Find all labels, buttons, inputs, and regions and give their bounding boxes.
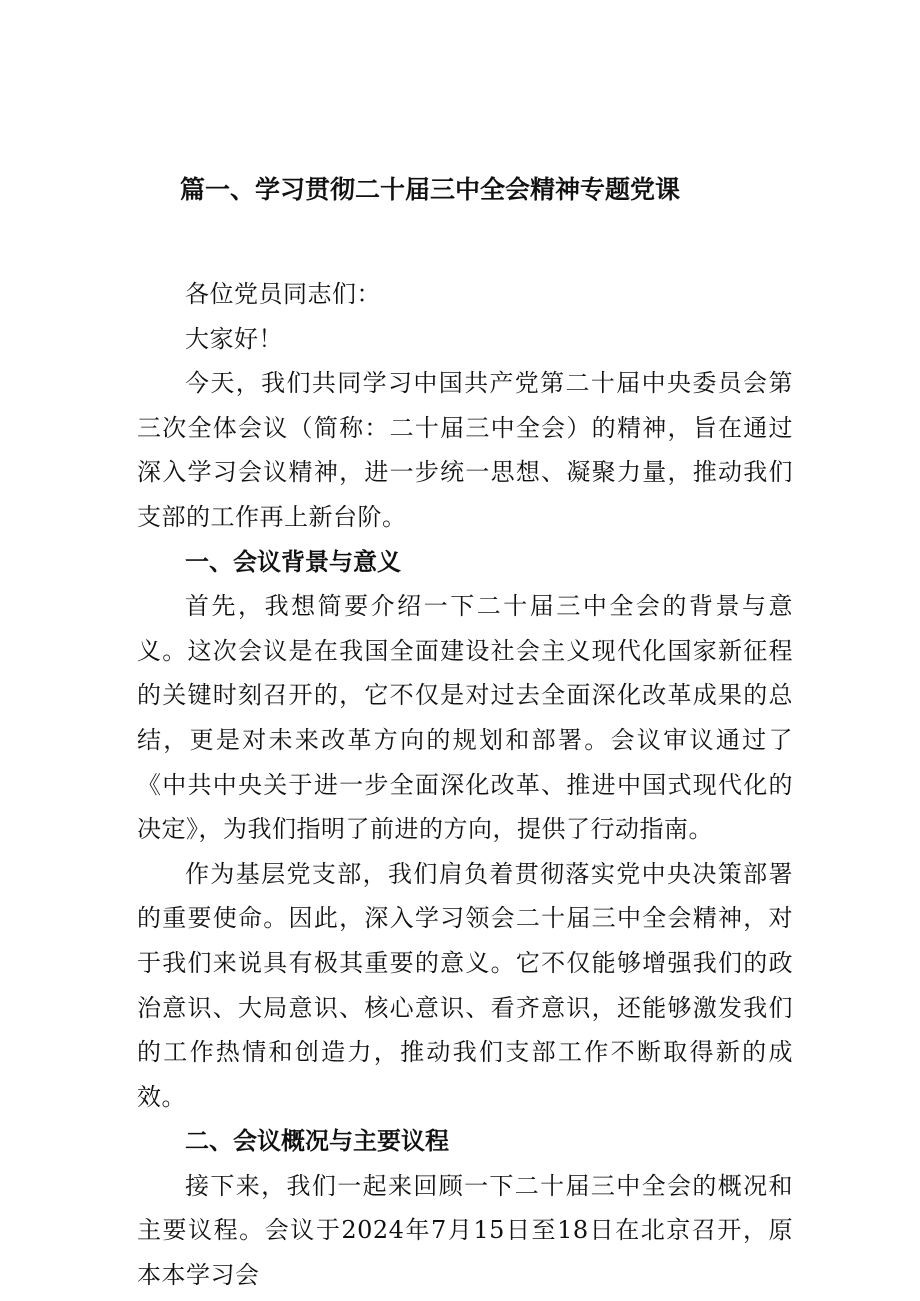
overview-paragraph: 接下来，我们一起来回顾一下二十届三中全会的概况和主要议程。会议于2024年7月15日至18日在北京召开，原本本学习会 (137, 1171, 793, 1290)
section-heading-background: 一、会议背景与意义 (185, 547, 401, 576)
document-title (0, 170, 860, 210)
significance-paragraph: 作为基层党支部，我们肩负着贯彻落实党中央决策部署的重要使命。因此，深入学习领会二十届三中全会精神，对于我们来说具有极其重要的意义。它不仅能够增强我们的政治意识、大局意识、核心意识、看齐意识，还能够激发我们的工作热情和创造力，推动我们支部工作不断取得新的成效。 (137, 859, 793, 1111)
intro-paragraph: 今天，我们共同学习中国共产党第二十届中央委员会第三次全体会议（简称：二十届三中全会）的精神，旨在通过深入学习会议精神，进一步统一思想、凝聚力量，推动我们支部的工作再上新台阶。 (137, 369, 793, 531)
background-paragraph: 首先，我想简要介绍一下二十届三中全会的背景与意义。这次会议是在我国全面建设社会主义现代化国家新征程的关键时刻召开的，它不仅是对过去全面深化改革成果的总结，更是对未来改革方向的规划和部署。会议审议通过了《中共中央关于进一步全面深化改革、推进中国式现代化的决定》，为我们指明了前进的方向，提供了行动指南。 (137, 592, 793, 844)
title-text: 篇一、学习贯彻二十届三中全会精神专题党课 (179, 175, 680, 204)
salutation: 各位党员同志们： (185, 280, 381, 308)
document-body (137, 272, 793, 1298)
section-heading-overview: 二、会议概况与主要议程 (185, 1127, 449, 1156)
greeting: 大家好！ (185, 324, 283, 353)
